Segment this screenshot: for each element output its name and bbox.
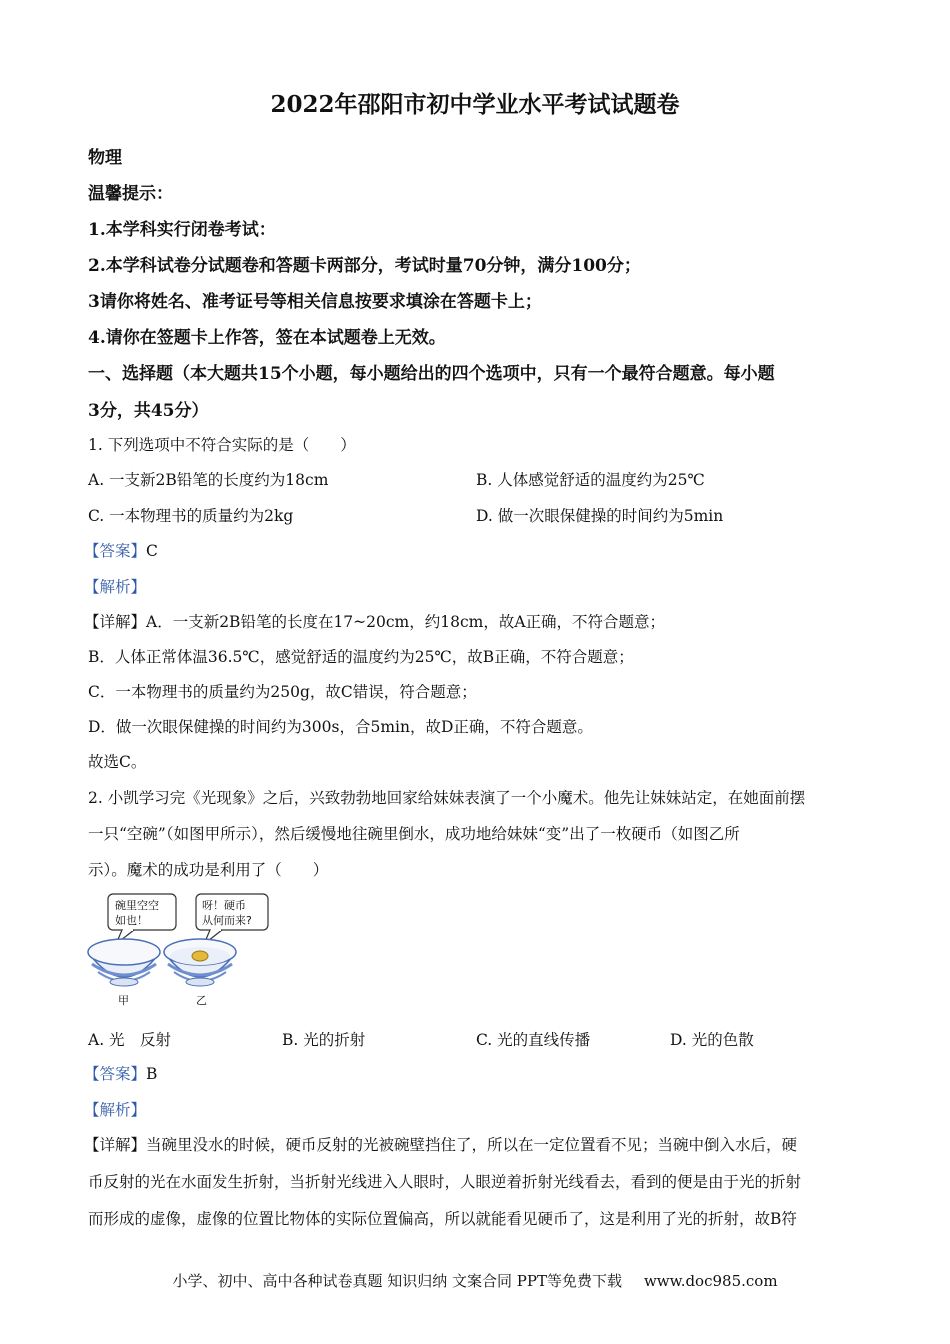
q1-option-b: B. 人体感觉舒适的温度约为25℃ (476, 471, 705, 489)
q2-option-c: C. 光的直线传播 (476, 1031, 591, 1049)
coin-icon (192, 951, 208, 961)
question-2-stem: 2. 小凯学习完《光现象》之后，兴致勃勃地回家给妹妹表演了一个小魔术。他先让妹妹站定，在她面前摆 (88, 789, 806, 807)
q1-option-a: A. 一支新2B铅笔的长度约为18cm (88, 471, 329, 489)
bowl-yi (164, 939, 236, 1007)
q2-detail-line: 而形成的虚像，虚像的位置比物体的实际位置偏高，所以就能看见硬币了，这是利用了光的折射，故B符 (88, 1210, 797, 1228)
q1-detail-line: B．人体正常体温36.5℃，感觉舒适的温度约为25℃，故B正确，不符合题意； (88, 648, 634, 666)
answer-value: C (146, 542, 158, 560)
label-yi: 乙 (196, 994, 207, 1007)
q1-detail-line: C．一本物理书的质量约为250g，故C错误，符合题意； (88, 683, 477, 701)
q1-detail-line: D．做一次眼保健操的时间约为300s，合5min，故D正确，不符合题意。 (88, 718, 593, 736)
footer-text: 小学、初中、高中各种试卷真题 知识归纳 文案合同 PPT等免费下载 (172, 1272, 622, 1290)
q2-option-b: B. 光的折射 (282, 1031, 366, 1049)
bowl-figure (82, 890, 282, 1012)
q1-analysis-label: 【解析】 (84, 578, 147, 596)
subject-label: 物理 (88, 148, 122, 168)
q2-option-a: A. 光 反射 (88, 1031, 172, 1049)
speech-bubble-jia (108, 894, 176, 944)
q1-option-c: C. 一本物理书的质量约为2kg (88, 507, 294, 525)
bubble-yi-line: 从何而来? (202, 914, 252, 927)
answer-label: 【答案】 (84, 1065, 147, 1083)
q1-answer (84, 539, 158, 561)
section-heading: 一、选择题（本大题共15个小题，每小题给出的四个选项中，只有一个最符合题意。每小题 (88, 364, 775, 384)
page-footer (0, 1270, 950, 1291)
page-title: 2022年邵阳市初中学业水平考试试题卷 (270, 91, 680, 118)
q2-detail-line: 币反射的光在水面发生折射，当折射光线进入人眼时，人眼逆着折射光线看去，看到的便是由于光的折射 (88, 1173, 802, 1191)
tip-item: 1.本学科实行闭卷考试： (88, 220, 276, 240)
q1-option-d: D. 做一次眼保健操的时间约为5min (476, 507, 724, 525)
question-2-stem: 一只“空碗”（如图甲所示），然后缓慢地往碗里倒水，成功地给妹妹“变”出了一枚硬币（如图乙所 (88, 825, 740, 843)
section-heading-cont: 3分，共45分） (88, 401, 209, 421)
bubble-jia-line: 如也！ (115, 914, 148, 927)
tip-item: 4.请你在签题卡上作答，签在本试题卷上无效。 (88, 328, 446, 348)
q2-option-d: D. 光的色散 (670, 1031, 754, 1049)
bubble-jia-line: 碗里空空 (115, 899, 159, 912)
tip-item: 2.本学科试卷分试题卷和答题卡两部分，考试时量70分钟，满分100分； (88, 256, 641, 276)
answer-label: 【答案】 (84, 542, 147, 560)
label-jia: 甲 (118, 994, 129, 1007)
footer-site-link[interactable]: www.doc985.com (643, 1272, 778, 1290)
bowl-jia (88, 939, 160, 1007)
q1-conclusion: 故选C。 (88, 753, 147, 771)
tips-heading: 温馨提示： (88, 184, 173, 204)
q1-detail-line: 【详解】A．一支新2B铅笔的长度在17~20cm，约18cm，故A正确，不符合题意； (84, 613, 666, 631)
question-2-stem: 示）。魔术的成功是利用了（ ） (88, 861, 329, 879)
speech-bubble-yi (196, 894, 268, 944)
tip-item: 3请你将姓名、准考证号等相关信息按要求填涂在答题卡上； (88, 292, 542, 312)
q2-answer (84, 1062, 157, 1084)
q2-analysis-label: 【解析】 (84, 1101, 147, 1119)
answer-value: B (146, 1065, 158, 1083)
bubble-yi-line: 呀！硬币 (202, 899, 246, 912)
q2-detail-line: 【详解】当碗里没水的时候，硬币反射的光被碗壁挡住了，所以在一定位置看不见；当碗中倒入水后，硬 (84, 1136, 798, 1154)
question-1-stem: 1. 下列选项中不符合实际的是（ ） (88, 436, 356, 454)
